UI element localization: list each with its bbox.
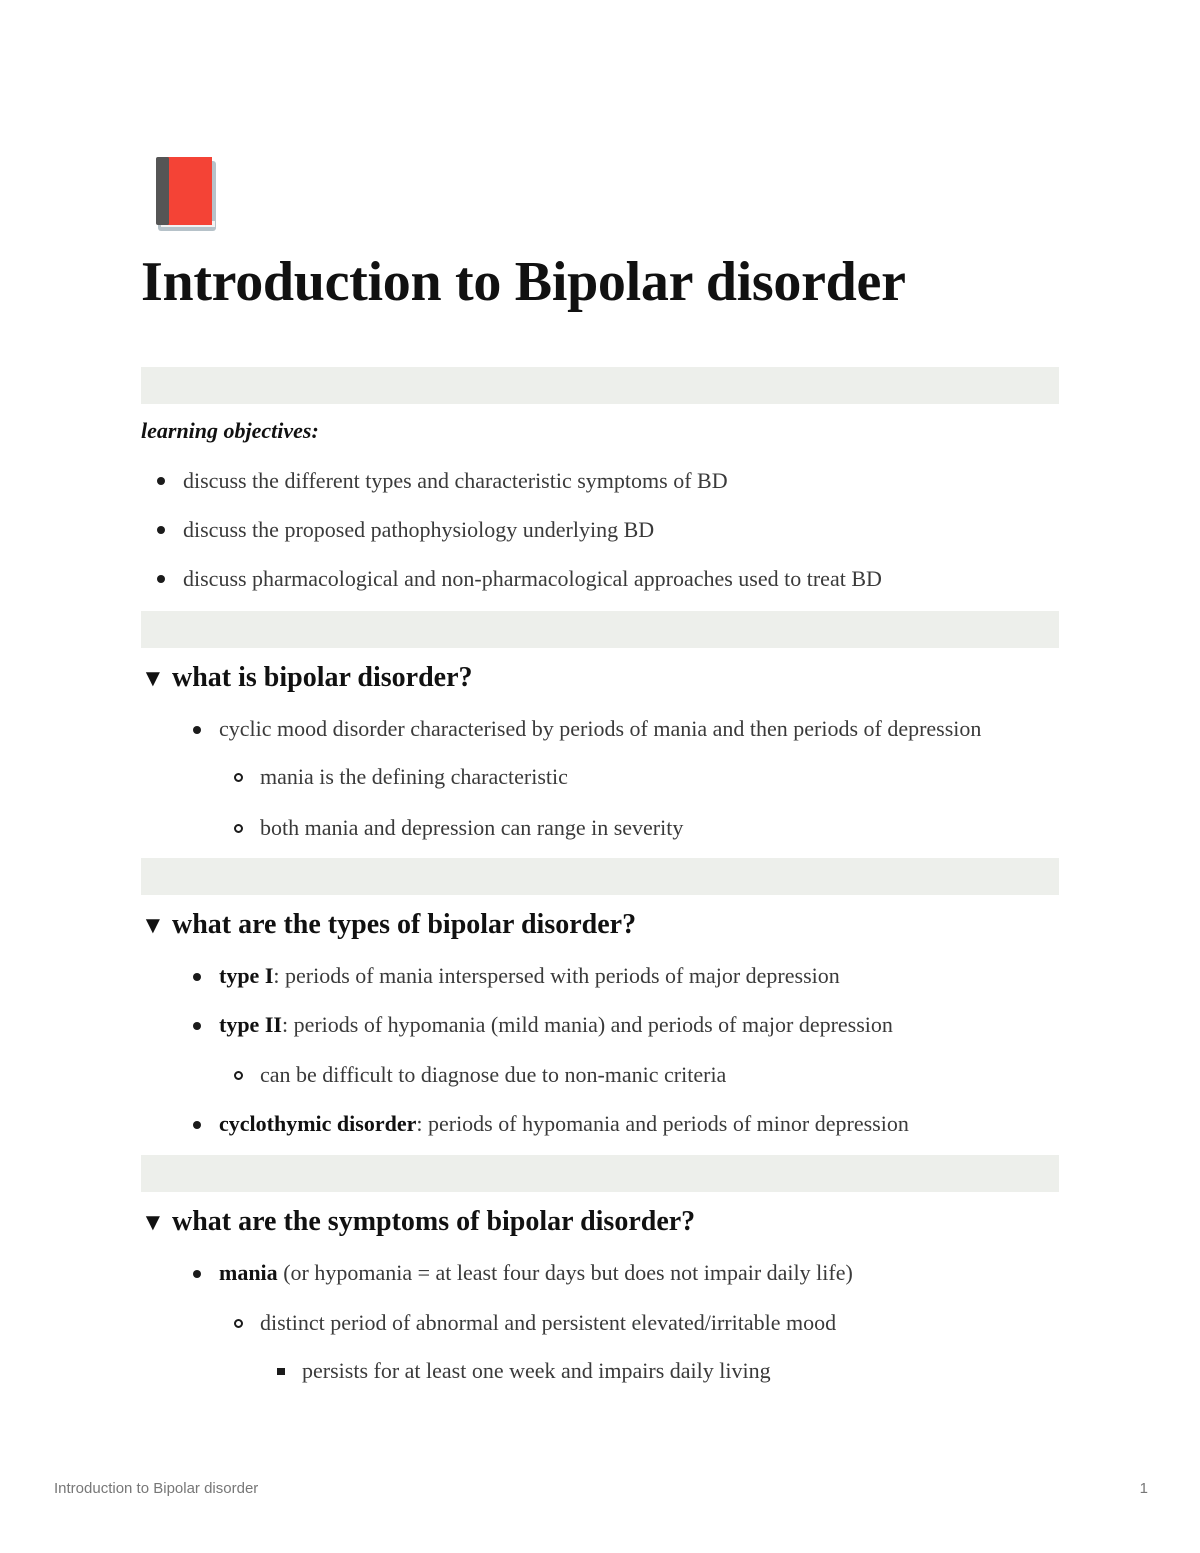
list-item-text: can be difficult to diagnose due to non-manic criteria: [260, 1062, 727, 1087]
page-title: Introduction to Bipolar disorder: [141, 251, 906, 313]
bullet-disc: [193, 973, 201, 981]
list-item-text: type II: periods of hypomania (mild mania) and periods of major depression: [219, 1012, 893, 1037]
bullet-circle: [234, 824, 243, 833]
list-item-text: both mania and depression can range in severity: [260, 815, 684, 840]
divider-band: [141, 611, 1059, 648]
list-item-text: mania (or hypomania = at least four days but does not impair daily life): [219, 1260, 853, 1285]
objective-text: discuss pharmacological and non-pharmacological approaches used to treat BD: [183, 566, 882, 591]
bullet-disc: [157, 575, 165, 583]
footer-title: Introduction to Bipolar disorder: [54, 1480, 259, 1497]
bullet-circle: [234, 773, 243, 782]
bullet-circle: [234, 1071, 243, 1080]
bullet-disc: [193, 1121, 201, 1129]
bullet-disc: [157, 526, 165, 534]
divider-band: [141, 1155, 1059, 1192]
triangle-down-icon[interactable]: ▼: [141, 1210, 165, 1236]
list-item-text: distinct period of abnormal and persistent elevated/irritable mood: [260, 1310, 837, 1335]
heading-text: what is bipolar disorder?: [172, 662, 473, 693]
list-item-text: type I: periods of mania interspersed with periods of major depression: [219, 963, 840, 988]
divider-band: [141, 367, 1059, 404]
bullet-disc: [193, 726, 201, 734]
page-number: 1: [1139, 1480, 1148, 1497]
bullet-disc: [193, 1022, 201, 1030]
divider-band: [141, 858, 1059, 895]
triangle-down-icon[interactable]: ▼: [141, 913, 165, 939]
list-item-text: mania is the defining characteristic: [260, 764, 568, 789]
objectives-label: learning objectives:: [141, 418, 319, 443]
heading-text: what are the symptoms of bipolar disorder?: [172, 1206, 696, 1237]
bullet-circle: [234, 1319, 243, 1328]
objective-text: discuss the different types and characteristic symptoms of BD: [183, 468, 728, 493]
objective-text: discuss the proposed pathophysiology underlying BD: [183, 517, 655, 542]
triangle-down-icon[interactable]: ▼: [141, 666, 165, 692]
toggle-heading-types-of-bd[interactable]: [141, 909, 636, 941]
list-item-text: persists for at least one week and impairs daily living: [302, 1358, 771, 1383]
list-item-text: cyclic mood disorder characterised by periods of mania and then periods of depression: [219, 716, 982, 741]
red-book-icon: [154, 155, 218, 233]
toggle-heading-what-is-bd[interactable]: [141, 662, 473, 694]
list-item-text: cyclothymic disorder: periods of hypomania and periods of minor depression: [219, 1111, 909, 1136]
bullet-square: [277, 1368, 285, 1375]
toggle-heading-symptoms-of-bd[interactable]: [141, 1206, 695, 1238]
heading-text: what are the types of bipolar disorder?: [172, 909, 637, 940]
bullet-disc: [193, 1270, 201, 1278]
bullet-disc: [157, 477, 165, 485]
